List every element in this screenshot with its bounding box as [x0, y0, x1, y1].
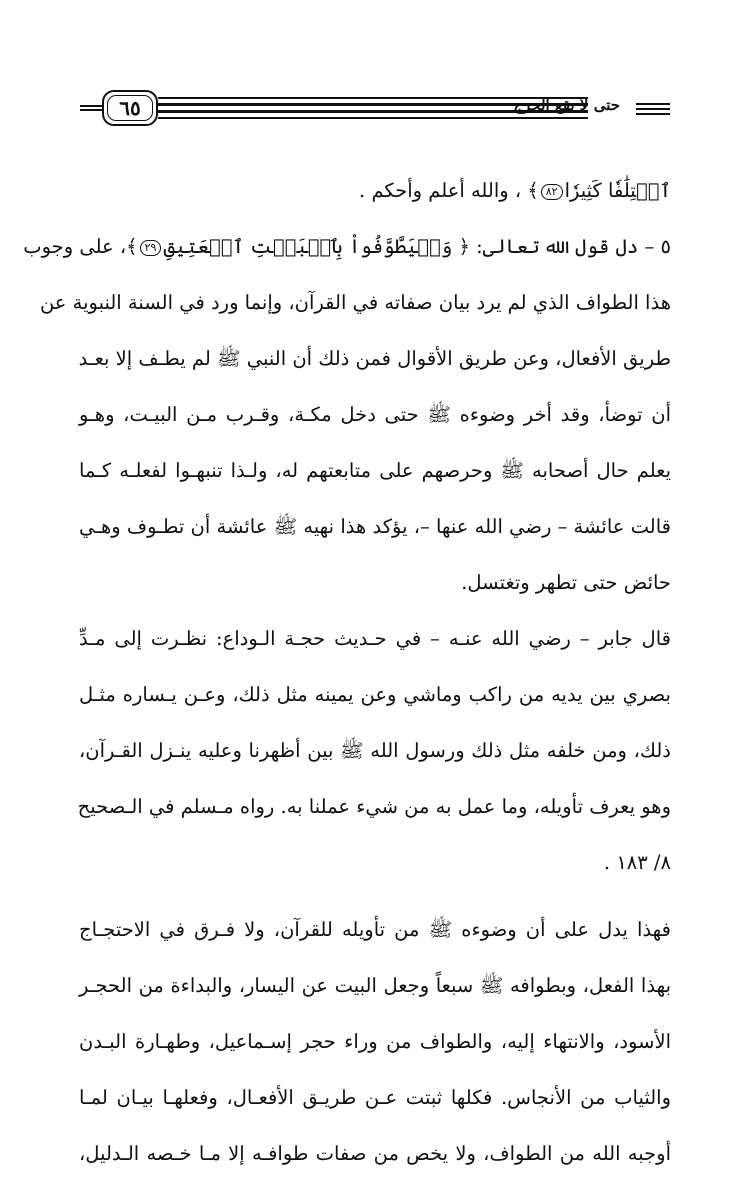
verse-number-marker: ٨٢ [541, 184, 563, 200]
text-line: وهو يعرف تأويله، وما عمل به من شيء عملنا به. رواه مـسلم في الـصحيح [77, 795, 671, 818]
text-line: طريق الأفعال، وعن طريق الأقوال فمن ذلك أن النبي ﷺ لم يطـف إلا بعـد [78, 347, 671, 370]
text-line: أن توضأ، وقد أخر وضوءه ﷺ حتى دخل مكـة، وقـرب مـن البيـت، وهـو [79, 403, 671, 426]
header-ornament-stub [80, 105, 102, 111]
text-line: أوجبه الله من الطواف، ولا يخص من صفات طوافـه إلا مـا خـصه الـدليل، [79, 1142, 671, 1165]
text-line: بهذا الفعل، وبطوافه ﷺ سبعاً وجعل البيت عن اليسار، والبداءة من الحجـر [79, 974, 671, 997]
text-line: ٱخۡتِلَٰفٗا كَثِيرٗا٨٢﴾ ، والله أعلم وأحكم . [359, 179, 671, 202]
text-line: والثياب من الأنجاس. فكلها ثبتت عـن طريـق الأفعـال، وفعلهـا بيـان لمـا [79, 1086, 671, 1109]
page-body [23, 163, 671, 1182]
running-header [80, 90, 670, 130]
text-line: ٥ – دل قول الله تعالى: ﴿ وَلۡيَطَّوَّفُواْ بِٱلۡبَيۡتِ ٱلۡعَتِيقِ٢٩﴾، على وجوب [23, 235, 671, 258]
page-number [102, 90, 158, 126]
text-line: قال جابر – رضي الله عنـه – في حـديث حجـة الـوداع: نظـرت إلى مـدِّ [79, 627, 671, 650]
text-line: حائض حتى تطهر وتغتسل. [461, 571, 671, 594]
text-line: الأسود، والانتهاء إليه، والطواف من وراء حجر إسـماعيل، وطهـارة البـدن [79, 1030, 671, 1053]
text-line: فهذا يدل على أن وضوءه ﷺ من تأويله للقرآن، ولا فـرق في الاحتجـاج [79, 918, 671, 941]
text-line: ٨/ ١٨٣ . [603, 851, 671, 874]
verse-number-marker: ٢٩ [140, 240, 162, 256]
text-line: بصري بين يديه من راكب وماشي وعن يمينه مثل ذلك، وعـن يـساره مثـل [79, 683, 671, 706]
text-line: هذا الطواف الذي لم يرد بيان صفاته في القرآن، وإنما ورد في السنة النبوية عن [39, 291, 671, 314]
text-line: يعلم حال أصحابه ﷺ وحرصهم على متابعتهم له، ولـذا تنبهـوا لفعلـه كـما [79, 459, 671, 482]
text-line: ذلك، ومن خلفه مثل ذلك ورسول الله ﷺ بين أظهرنا وعليه ينـزل القـرآن، [79, 739, 671, 762]
text-line: قالت عائشة – رضي الله عنها –، يؤكد هذا نهيه ﷺ عائشة أن تطـوف وهـي [79, 515, 671, 538]
header-ornament-bars [636, 103, 670, 115]
running-title: حتى لا يقع الحرج [513, 96, 620, 114]
page-number-text: ٦٥ [119, 96, 141, 120]
